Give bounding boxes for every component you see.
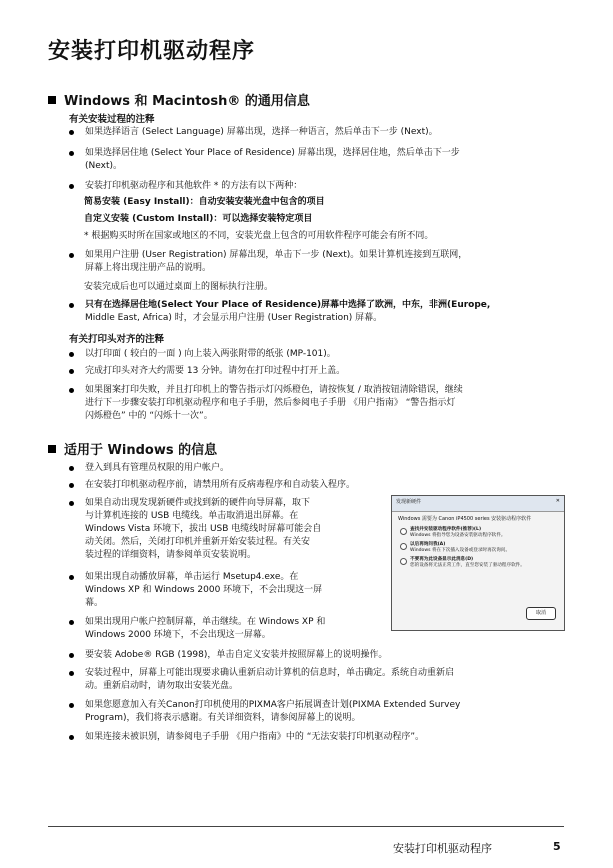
list-item: 完成打印头对齐大约需要 13 分钟。请勿在打印过程中打开上盖。: [69, 365, 569, 378]
bullet-icon: [69, 703, 74, 708]
dialog-option-ask-later[interactable]: 以后再询问我(A) Windows 将在下次插入设备或登录时再次询问。: [392, 540, 564, 555]
bullet-icon: [69, 151, 74, 156]
bullet-icon: [69, 369, 74, 374]
footer-divider: [48, 826, 564, 827]
list-item: 以打印面 ( 较白的一面 ) 向上装入两张附带的纸张 (MP-101)。: [69, 348, 569, 361]
footnote: * 根据购买时所在国家或地区的不同，安装光盘上包含的可用软件程序可能会有所不同。: [84, 231, 434, 241]
list-item: 如果连接未被识别，请参阅电子手册 《用户指南》中的 “无法安装打印机驱动程序”。: [69, 731, 569, 744]
square-bullet-icon: [48, 96, 56, 104]
bullet-icon: [69, 130, 74, 135]
bullet-icon: [69, 735, 74, 740]
list-item: 安装打印机驱动程序和其他软件 * 的方法有以下两种：: [69, 180, 569, 193]
radio-icon: [400, 558, 407, 565]
list-item: 只有在选择居住地(Select Your Place of Residence)屏幕中选择了欧洲，中东，非洲(Europe, Middle East, Africa) 时，才会显示用户注册 (User Registration) 屏幕。: [69, 299, 569, 325]
bullet-icon: [69, 653, 74, 658]
list-item: 如果用户注册 (User Registration) 屏幕出现，单击下一步 (Next)。如果计算机连接到互联网， 屏幕上将出现注册产品的说明。: [69, 249, 569, 275]
list-item: 在安装打印机驱动程序前，请禁用所有反病毒程序和自动装入程序。: [69, 479, 569, 492]
radio-icon: [400, 528, 407, 535]
bullet-icon: [69, 501, 74, 506]
list-item: 如果图案打印失败，并且打印机上的警告指示灯闪烁橙色，请按恢复 / 取消按钮清除错误，继续 进行下一步骤安装打印机驱动程序和电子手册，然后参阅电子手册 《用户指南》 “警告指示灯 闪烁橙色” 中的 “闪烁十一次”。: [69, 384, 569, 423]
page-number: 5: [553, 840, 561, 853]
list-item: 登入到具有管理员权限的用户帐户。: [69, 462, 569, 475]
list-item: 如果选择居住地 (Select Your Place of Residence) 屏幕出现，选择居住地，然后单击下一步 (Next)。: [69, 147, 569, 173]
bullet-icon: [69, 575, 74, 580]
bullet-icon: [69, 466, 74, 471]
section-heading-text: Windows 和 Macintosh® 的通用信息: [64, 94, 310, 109]
list-item: 要安装 Adobe® RGB (1998)，单击自定义安装并按照屏幕上的说明操作。: [69, 649, 569, 662]
bullet-icon: [69, 620, 74, 625]
list-item: 如果出现自动播放屏幕，单击运行 Msetup4.exe。在 Windows XP 和 Windows 2000 环境下，不会出现这一屏 幕。: [69, 571, 385, 610]
list-item: 如果出现用户帐户控制屏幕，单击继续。在 Windows XP 和 Windows 2000 环境下，不会出现这一屏幕。: [69, 616, 569, 642]
page-title: 安装打印机驱动程序: [48, 39, 256, 64]
section-heading-text: 适用于 Windows 的信息: [64, 443, 218, 458]
dialog-option-dont-show[interactable]: 不要再为此设备显示此消息(D) 您的设备将无法正常工作，直至您安装了驱动程序软件。: [392, 555, 564, 570]
registration-note: 安装完成后也可以通过桌面上的图标执行注册。: [84, 282, 274, 292]
list-item: 如果自动出现发现新硬件或找到新的硬件向导屏幕，取下 与计算机连接的 USB 电缆线。单击取消退出屏幕。在 Windows Vista 环境下，拔出 USB 电缆线时屏幕可能会自 动关闭。然后，关闭打印机并重新开始安装过程。有关安 装过程的详细资料，请参阅单页安装说明。: [69, 497, 385, 562]
dialog-option-install[interactable]: 查找并安装驱动程序软件(推荐)(L) Windows 将指导您为设备安装驱动程序软件。: [392, 525, 564, 540]
subheading-alignment-notes: 有关打印头对齐的注释: [69, 334, 165, 345]
dialog-titlebar: [392, 496, 564, 512]
square-bullet-icon: [48, 445, 56, 453]
list-item: 如果您愿意加入有关Canon打印机使用的PIXMA客户拓展调查计划(PIXMA Extended Survey Program)，我们将表示感谢。有关详细资料，请参阅屏幕上的说明。: [69, 699, 569, 725]
dialog-title: 发现新硬件: [396, 499, 422, 505]
section-heading-common: [48, 90, 310, 109]
cancel-button[interactable]: 取消: [526, 607, 556, 620]
section-heading-windows: [48, 439, 217, 458]
close-icon[interactable]: ✕: [555, 498, 560, 504]
found-new-hardware-dialog: [391, 495, 565, 631]
bullet-icon: [69, 671, 74, 676]
bullet-icon: [69, 253, 74, 258]
bullet-icon: [69, 303, 74, 308]
subheading-install-notes: 有关安装过程的注释: [69, 114, 155, 125]
easy-install-line: 简易安装 (Easy Install)：自动安装安装光盘中包含的项目: [84, 197, 325, 207]
bullet-icon: [69, 388, 74, 393]
bullet-icon: [69, 483, 74, 488]
dialog-message: Windows 需要为 Canon iP4500 series 安装驱动程序软件: [398, 516, 532, 522]
bullet-icon: [69, 352, 74, 357]
list-item: 如果选择语言 (Select Language) 屏幕出现，选择一种语言，然后单击下一步 (Next)。: [69, 126, 569, 139]
list-item: 安装过程中，屏幕上可能出现要求确认重新启动计算机的信息时，单击确定。系统自动重新启 动。重新启动时，请勿取出安装光盘。: [69, 667, 569, 693]
bullet-icon: [69, 184, 74, 189]
radio-icon: [400, 543, 407, 550]
footer-label: 安装打印机驱动程序: [393, 842, 492, 855]
custom-install-line: 自定义安装 (Custom Install)：可以选择安装特定项目: [84, 214, 313, 224]
